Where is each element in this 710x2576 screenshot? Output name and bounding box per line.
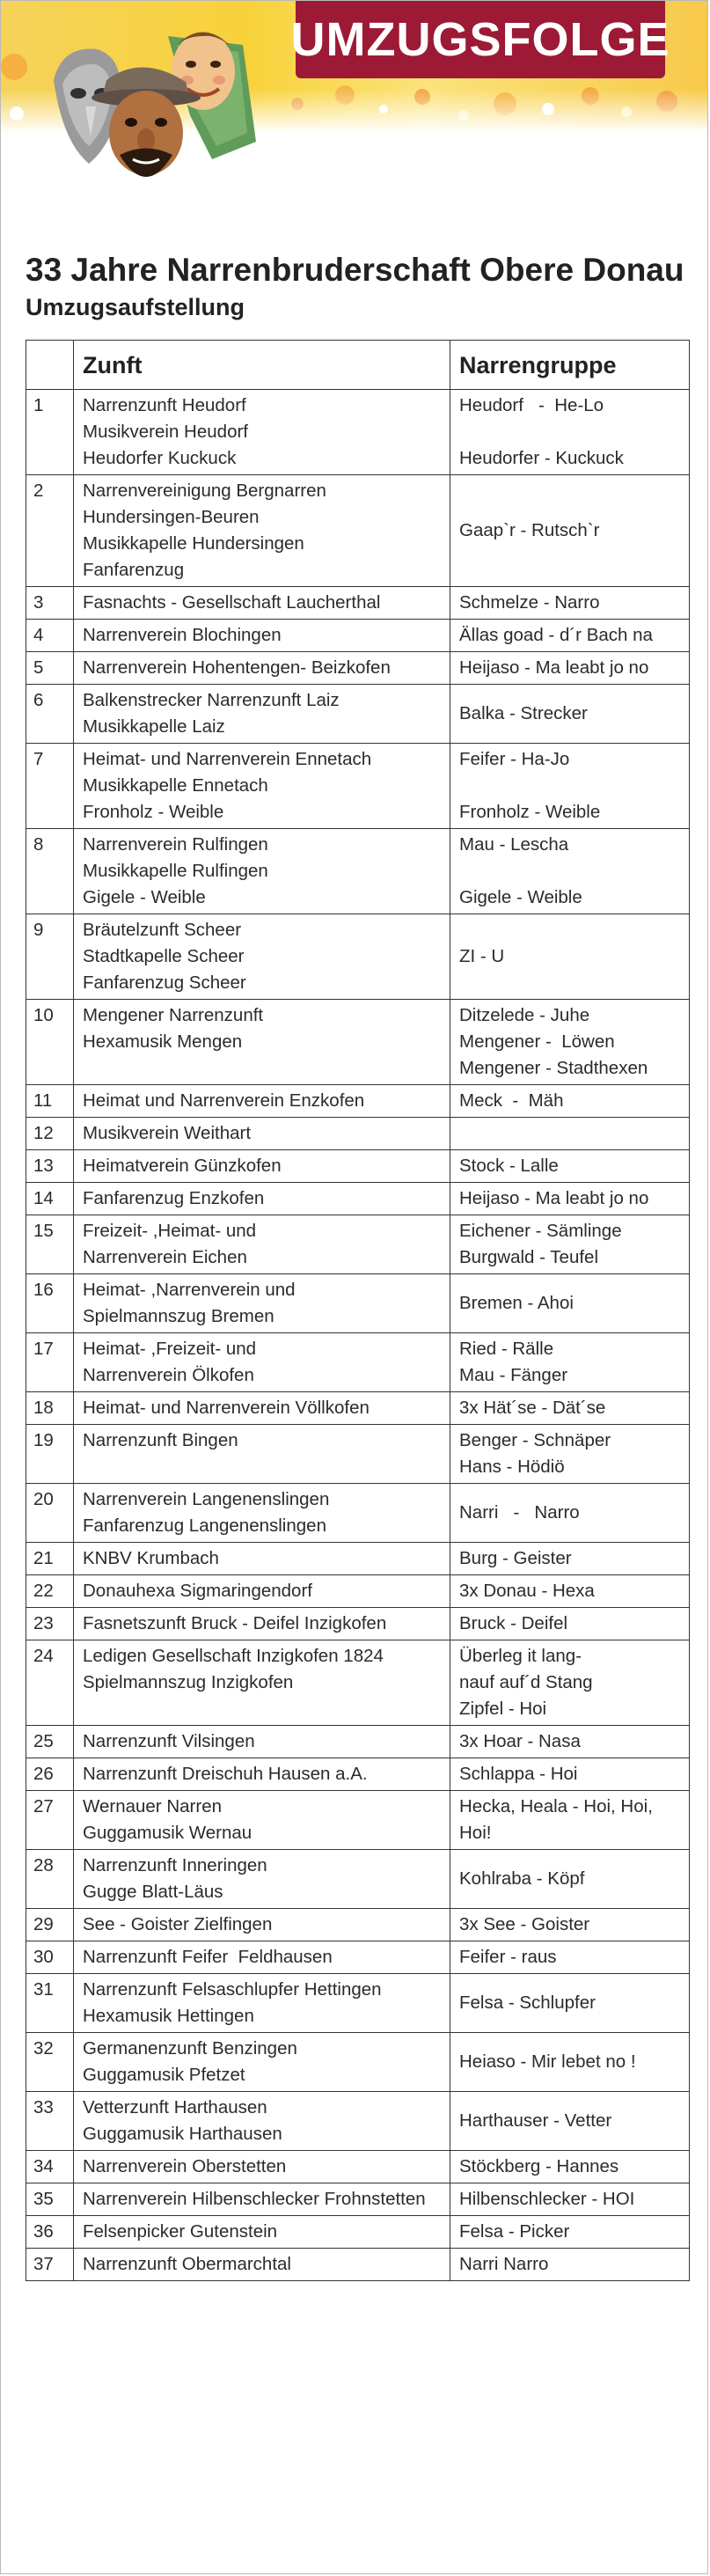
- table-row: [26, 475, 690, 587]
- row-number: 13: [26, 1150, 74, 1183]
- table-row: [26, 2249, 690, 2281]
- row-number: 32: [26, 2033, 74, 2092]
- table-row: [26, 1909, 690, 1941]
- zunft-line: Fanfarenzug: [83, 560, 185, 580]
- zunft-line: See - Goister Zielfingen: [83, 1914, 273, 1934]
- row-number: 29: [26, 1909, 74, 1941]
- row-number: 34: [26, 2151, 74, 2183]
- zunft-cell: [74, 2249, 450, 2281]
- narrengruppe-line: Fronholz - Weible: [459, 802, 601, 822]
- zunft-line: Narrenverein Eichen: [83, 1247, 247, 1267]
- narrengruppe-line: Felsa - Schlupfer: [459, 1993, 596, 2013]
- narrengruppe-line: Heijaso - Ma leabt jo no: [459, 657, 649, 678]
- table-row: [26, 620, 690, 652]
- row-number: 11: [26, 1085, 74, 1118]
- zunft-line: Heimat- ,Freizeit- und: [83, 1339, 257, 1359]
- narrengruppe-cell: [450, 685, 690, 744]
- zunft-line: Narrenzunft Obermarchtal: [83, 2254, 291, 2274]
- row-number: 37: [26, 2249, 74, 2281]
- table-row: [26, 1608, 690, 1640]
- row-number: 3: [26, 587, 74, 620]
- narrengruppe-cell: [450, 1941, 690, 1974]
- row-number: 15: [26, 1215, 74, 1274]
- zunft-cell: [74, 1575, 450, 1608]
- zunft-line: Donauhexa Sigmaringendorf: [83, 1581, 312, 1601]
- zunft-line: Fasnachts - Gesellschaft Laucherthal: [83, 592, 381, 613]
- zunft-line: Fanfarenzug Enzkofen: [83, 1188, 265, 1208]
- narrengruppe-cell: [450, 1000, 690, 1085]
- narrengruppe-line: Feifer - raus: [459, 1947, 557, 1967]
- narrengruppe-cell: [450, 1333, 690, 1392]
- narrengruppe-cell: [450, 1274, 690, 1333]
- table-row: [26, 2216, 690, 2249]
- zunft-line: Fanfarenzug Scheer: [83, 972, 246, 993]
- zunft-line: Germanenzunft Benzingen: [83, 2038, 297, 2059]
- zunft-line: Musikkapelle Laiz: [83, 716, 225, 737]
- narrengruppe-cell: [450, 829, 690, 914]
- zunft-cell: [74, 1974, 450, 2033]
- narrengruppe-cell: [450, 2249, 690, 2281]
- row-number: 16: [26, 1274, 74, 1333]
- zunft-line: Felsenpicker Gutenstein: [83, 2221, 278, 2242]
- narrengruppe-line: Balka - Strecker: [459, 703, 588, 723]
- table-row: [26, 2033, 690, 2092]
- table-row: [26, 685, 690, 744]
- row-number: 7: [26, 744, 74, 829]
- narrengruppe-cell: [450, 1543, 690, 1575]
- zunft-cell: [74, 1850, 450, 1909]
- narrengruppe-line: Hans - Hödiö: [459, 1457, 565, 1477]
- narrengruppe-cell: [450, 1758, 690, 1791]
- zunft-line: Bräutelzunft Scheer: [83, 920, 242, 940]
- narrengruppe-cell: [450, 1791, 690, 1850]
- title-box: [290, 1, 670, 78]
- zunft-line: Narrenverein Blochingen: [83, 625, 282, 645]
- narrengruppe-line: Gigele - Weible: [459, 887, 582, 907]
- zunft-line: Ledigen Gesellschaft Inzigkofen 1824: [83, 1646, 384, 1666]
- narrengruppe-cell: [450, 2092, 690, 2151]
- zunft-line: Narrenverein Oberstetten: [83, 2156, 287, 2176]
- narrengruppe-cell: [450, 1726, 690, 1758]
- narrengruppe-line: nauf auf´d Stang: [459, 1672, 593, 1692]
- narrengruppe-line: Burg - Geister: [459, 1548, 572, 1568]
- zunft-cell: [74, 1608, 450, 1640]
- zunft-line: Guggamusik Wernau: [83, 1823, 253, 1843]
- table-row: [26, 1274, 690, 1333]
- table-row: [26, 1543, 690, 1575]
- narrengruppe-line: Narri - Narro: [459, 1502, 580, 1523]
- table-row: [26, 2183, 690, 2216]
- zunft-cell: [74, 1758, 450, 1791]
- row-number: 12: [26, 1118, 74, 1150]
- zunft-cell: [74, 2033, 450, 2092]
- row-number: 30: [26, 1941, 74, 1974]
- narrengruppe-cell: [450, 1215, 690, 1274]
- narrengruppe-line: Mau - Lescha: [459, 834, 569, 855]
- zunft-cell: [74, 1274, 450, 1333]
- narrengruppe-line: Bremen - Ahoi: [459, 1293, 574, 1313]
- zunft-line: Spielmannszug Bremen: [83, 1306, 274, 1326]
- narrengruppe-line: Ried - Rälle: [459, 1339, 554, 1359]
- zunft-cell: [74, 2183, 450, 2216]
- table-row: [26, 1085, 690, 1118]
- zunft-line: [83, 1454, 441, 1480]
- zunft-line: Mengener Narrenzunft: [83, 1005, 264, 1025]
- table-row: [26, 1183, 690, 1215]
- zunft-cell: [74, 685, 450, 744]
- narrengruppe-cell: [450, 652, 690, 685]
- table-row: [26, 1484, 690, 1543]
- table-row: [26, 1640, 690, 1726]
- narrengruppe-line: Stöckberg - Hannes: [459, 2156, 619, 2176]
- row-number: 28: [26, 1850, 74, 1909]
- narrengruppe-cell: [450, 1640, 690, 1726]
- zunft-cell: [74, 1118, 450, 1150]
- narrengruppe-cell: [450, 390, 690, 475]
- narrengruppe-line: Schmelze - Narro: [459, 592, 600, 613]
- table-row: [26, 390, 690, 475]
- narrengruppe-line: Heijaso - Ma leabt jo no: [459, 1188, 649, 1208]
- narrengruppe-line: Heiaso - Mir lebet no !: [459, 2051, 636, 2072]
- narrengruppe-cell: [450, 1575, 690, 1608]
- table-row: [26, 1425, 690, 1484]
- row-number: 4: [26, 620, 74, 652]
- narrengruppe-line: Hilbenschlecker - HOI: [459, 2189, 635, 2209]
- column-header-number: [26, 341, 74, 390]
- narrengruppe-cell: [450, 1118, 690, 1150]
- row-number: 36: [26, 2216, 74, 2249]
- row-number: 21: [26, 1543, 74, 1575]
- zunft-line: Musikverein Heudorf: [83, 422, 248, 442]
- narrengruppe-line: Bruck - Deifel: [459, 1613, 568, 1633]
- narrengruppe-line: Überleg it lang-: [459, 1646, 582, 1666]
- zunft-cell: [74, 1484, 450, 1543]
- zunft-cell: [74, 744, 450, 829]
- zunft-line: Gugge Blatt-Läus: [83, 1882, 223, 1902]
- narrengruppe-line: Zipfel - Hoi: [459, 1699, 547, 1719]
- narrengruppe-cell: [450, 2151, 690, 2183]
- zunft-cell: [74, 1215, 450, 1274]
- main-title: 33 Jahre Narrenbruderschaft Obere Donau: [26, 252, 684, 288]
- zunft-cell: [74, 1640, 450, 1726]
- zunft-line: Narrenverein Hilbenschlecker Frohnstetten: [83, 2189, 426, 2209]
- zunft-cell: [74, 475, 450, 587]
- narrengruppe-line: Schlappa - Hoi: [459, 1764, 578, 1784]
- narrengruppe-cell: [450, 2216, 690, 2249]
- table-row: [26, 1791, 690, 1850]
- zunft-line: Hexamusik Hettingen: [83, 2006, 254, 2026]
- row-number: 17: [26, 1333, 74, 1392]
- narrengruppe-line: Felsa - Picker: [459, 2221, 570, 2242]
- narrengruppe-line: Heudorf - He-Lo: [459, 395, 604, 415]
- zunft-cell: [74, 2092, 450, 2151]
- table-row: [26, 652, 690, 685]
- narrengruppe-line: 3x Donau - Hexa: [459, 1581, 595, 1601]
- narrengruppe-cell: [450, 620, 690, 652]
- row-number: 33: [26, 2092, 74, 2151]
- zunft-line: [83, 1696, 441, 1722]
- zunft-cell: [74, 1425, 450, 1484]
- narrengruppe-line: Feifer - Ha-Jo: [459, 749, 570, 769]
- narrengruppe-line: Meck - Mäh: [459, 1090, 564, 1111]
- narrengruppe-line: Heudorfer - Kuckuck: [459, 448, 624, 468]
- table-row: [26, 744, 690, 829]
- zunft-line: Narrenzunft Dreischuh Hausen a.A.: [83, 1764, 368, 1784]
- row-number: 18: [26, 1392, 74, 1425]
- zunft-line: Fasnetszunft Bruck - Deifel Inzigkofen: [83, 1613, 387, 1633]
- zunft-cell: [74, 1726, 450, 1758]
- zunft-line: Hundersingen-Beuren: [83, 507, 260, 527]
- narrengruppe-cell: [450, 475, 690, 587]
- zunft-line: Hexamusik Mengen: [83, 1031, 243, 1052]
- table-row: [26, 1726, 690, 1758]
- zunft-line: [83, 1055, 441, 1082]
- narrengruppe-cell: [450, 1974, 690, 2033]
- zunft-line: Narrenverein Hohentengen- Beizkofen: [83, 657, 391, 678]
- narrengruppe-line: Benger - Schnäper: [459, 1430, 611, 1450]
- row-number: 23: [26, 1608, 74, 1640]
- zunft-line: Heimat- ,Narrenverein und: [83, 1280, 296, 1300]
- zunft-line: Musikkapelle Hundersingen: [83, 533, 304, 554]
- column-header-zunft: Zunft: [74, 341, 450, 390]
- narrengruppe-line: Gaap`r - Rutsch`r: [459, 520, 600, 540]
- narrengruppe-line: 3x Hoar - Nasa: [459, 1731, 581, 1751]
- row-number: 8: [26, 829, 74, 914]
- column-header-narrengruppe: Narrengruppe: [450, 341, 690, 390]
- header-title: UMZUGSFOLGE: [290, 13, 670, 66]
- zunft-cell: [74, 2151, 450, 2183]
- narrengruppe-line: Mengener - Stadthexen: [459, 1058, 648, 1078]
- zunft-line: Narrenzunft Vilsingen: [83, 1731, 255, 1751]
- zunft-line: Narrenverein Rulfingen: [83, 834, 268, 855]
- zunft-line: KNBV Krumbach: [83, 1548, 219, 1568]
- zunft-line: Narrenverein Langenenslingen: [83, 1489, 330, 1509]
- carnival-masks-illustration: [36, 10, 274, 202]
- table-row: [26, 1392, 690, 1425]
- zunft-line: Guggamusik Harthausen: [83, 2124, 282, 2144]
- table-row: [26, 829, 690, 914]
- zunft-line: Wernauer Narren: [83, 1796, 222, 1816]
- zunft-cell: [74, 1543, 450, 1575]
- zunft-line: Vetterzunft Harthausen: [83, 2097, 267, 2117]
- zunft-cell: [74, 1941, 450, 1974]
- zunft-cell: [74, 1085, 450, 1118]
- narrengruppe-line: Mengener - Löwen: [459, 1031, 615, 1052]
- zunft-cell: [74, 1150, 450, 1183]
- zunft-line: Narrenzunft Inneringen: [83, 1855, 267, 1875]
- zunft-line: Heimat und Narrenverein Enzkofen: [83, 1090, 365, 1111]
- row-number: 9: [26, 914, 74, 1000]
- narrengruppe-cell: [450, 587, 690, 620]
- row-number: 25: [26, 1726, 74, 1758]
- narrengruppe-cell: [450, 1850, 690, 1909]
- zunft-cell: [74, 914, 450, 1000]
- narrengruppe-cell: [450, 2033, 690, 2092]
- zunft-line: Stadtkapelle Scheer: [83, 946, 245, 966]
- narrengruppe-cell: [450, 2183, 690, 2216]
- zunft-cell: [74, 1333, 450, 1392]
- zunft-line: Gigele - Weible: [83, 887, 206, 907]
- zunft-line: Narrenvereinigung Bergnarren: [83, 481, 326, 501]
- narrengruppe-line: Mau - Fänger: [459, 1365, 568, 1385]
- row-number: 27: [26, 1791, 74, 1850]
- row-number: 26: [26, 1758, 74, 1791]
- zunft-line: Heimat- und Narrenverein Ennetach: [83, 749, 372, 769]
- row-number: 14: [26, 1183, 74, 1215]
- zunft-cell: [74, 2216, 450, 2249]
- table-header-row: [26, 341, 690, 390]
- narrengruppe-line: Ällas goad - d´r Bach na: [459, 625, 653, 645]
- narrengruppe-cell: [450, 1183, 690, 1215]
- zunft-line: Narrenzunft Heudorf: [83, 395, 246, 415]
- zunft-line: Heudorfer Kuckuck: [83, 448, 237, 468]
- zunft-line: Musikkapelle Ennetach: [83, 775, 268, 796]
- zunft-line: Fronholz - Weible: [83, 802, 224, 822]
- narrengruppe-cell: [450, 1484, 690, 1543]
- narrengruppe-line: 3x Hät´se - Dät´se: [459, 1398, 606, 1418]
- zunft-line: Heimat- und Narrenverein Völlkofen: [83, 1398, 370, 1418]
- narrengruppe-line: Eichener - Sämlinge: [459, 1221, 622, 1241]
- table-row: [26, 1575, 690, 1608]
- narrengruppe-line: [459, 419, 680, 445]
- zunft-line: Narrenverein Ölkofen: [83, 1365, 254, 1385]
- table-row: [26, 2151, 690, 2183]
- row-number: 5: [26, 652, 74, 685]
- narrengruppe-line: [459, 773, 680, 799]
- table-row: [26, 1850, 690, 1909]
- row-number: 24: [26, 1640, 74, 1726]
- row-number: 35: [26, 2183, 74, 2216]
- zunft-cell: [74, 829, 450, 914]
- zunft-line: Balkenstrecker Narrenzunft Laiz: [83, 690, 340, 710]
- narrengruppe-cell: [450, 914, 690, 1000]
- narrengruppe-cell: [450, 1085, 690, 1118]
- narrengruppe-line: Kohlraba - Köpf: [459, 1868, 585, 1889]
- table-row: [26, 1941, 690, 1974]
- row-number: 2: [26, 475, 74, 587]
- table-row: [26, 1974, 690, 2033]
- zunft-line: Musikverein Weithart: [83, 1123, 252, 1143]
- narrengruppe-cell: [450, 1909, 690, 1941]
- narrengruppe-line: Stock - Lalle: [459, 1156, 559, 1176]
- row-number: 10: [26, 1000, 74, 1085]
- zunft-line: Guggamusik Pfetzet: [83, 2065, 245, 2085]
- row-number: 20: [26, 1484, 74, 1543]
- zunft-cell: [74, 1791, 450, 1850]
- zunft-line: Spielmannszug Inzigkofen: [83, 1672, 294, 1692]
- row-number: 22: [26, 1575, 74, 1608]
- zunft-cell: [74, 1392, 450, 1425]
- row-number: 6: [26, 685, 74, 744]
- narrengruppe-cell: [450, 744, 690, 829]
- row-number: 31: [26, 1974, 74, 2033]
- zunft-cell: [74, 1000, 450, 1085]
- zunft-cell: [74, 587, 450, 620]
- zunft-cell: [74, 390, 450, 475]
- narrengruppe-cell: [450, 1150, 690, 1183]
- zunft-line: Musikkapelle Rulfingen: [83, 861, 268, 881]
- narrengruppe-cell: [450, 1392, 690, 1425]
- table-row: [26, 1118, 690, 1150]
- narrengruppe-line: [459, 1120, 680, 1147]
- zunft-cell: [74, 652, 450, 685]
- sub-title: Umzugsaufstellung: [26, 294, 245, 320]
- table-row: [26, 1758, 690, 1791]
- table-body: [26, 390, 690, 2281]
- zunft-cell: [74, 1909, 450, 1941]
- narrengruppe-line: Hecka, Heala - Hoi, Hoi,: [459, 1796, 653, 1816]
- row-number: 19: [26, 1425, 74, 1484]
- table-row: [26, 1150, 690, 1183]
- zunft-line: Narrenzunft Felsaschlupfer Hettingen: [83, 1979, 382, 2000]
- table-row: [26, 1333, 690, 1392]
- table-row: [26, 1215, 690, 1274]
- zunft-line: Fanfarenzug Langenenslingen: [83, 1516, 326, 1536]
- narrengruppe-line: 3x See - Goister: [459, 1914, 590, 1934]
- table-row: [26, 1000, 690, 1085]
- zunft-line: Narrenzunft Bingen: [83, 1430, 238, 1450]
- narrengruppe-line: Hoi!: [459, 1823, 492, 1843]
- parade-order-table: [26, 340, 690, 2281]
- header-banner: [1, 1, 708, 202]
- row-number: 1: [26, 390, 74, 475]
- zunft-cell: [74, 620, 450, 652]
- narrengruppe-line: Narri Narro: [459, 2254, 549, 2274]
- narrengruppe-cell: [450, 1425, 690, 1484]
- table-row: [26, 587, 690, 620]
- narrengruppe-cell: [450, 1608, 690, 1640]
- zunft-line: Heimatverein Günzkofen: [83, 1156, 282, 1176]
- narrengruppe-line: Ditzelede - Juhe: [459, 1005, 590, 1025]
- narrengruppe-line: ZI - U: [459, 946, 505, 966]
- narrengruppe-line: Harthauser - Vetter: [459, 2110, 612, 2131]
- zunft-cell: [74, 1183, 450, 1215]
- table-row: [26, 2092, 690, 2151]
- table-row: [26, 914, 690, 1000]
- zunft-line: Freizeit- ,Heimat- und: [83, 1221, 257, 1241]
- narrengruppe-line: [459, 858, 680, 884]
- narrengruppe-line: Burgwald - Teufel: [459, 1247, 599, 1267]
- zunft-line: Narrenzunft Feifer Feldhausen: [83, 1947, 333, 1967]
